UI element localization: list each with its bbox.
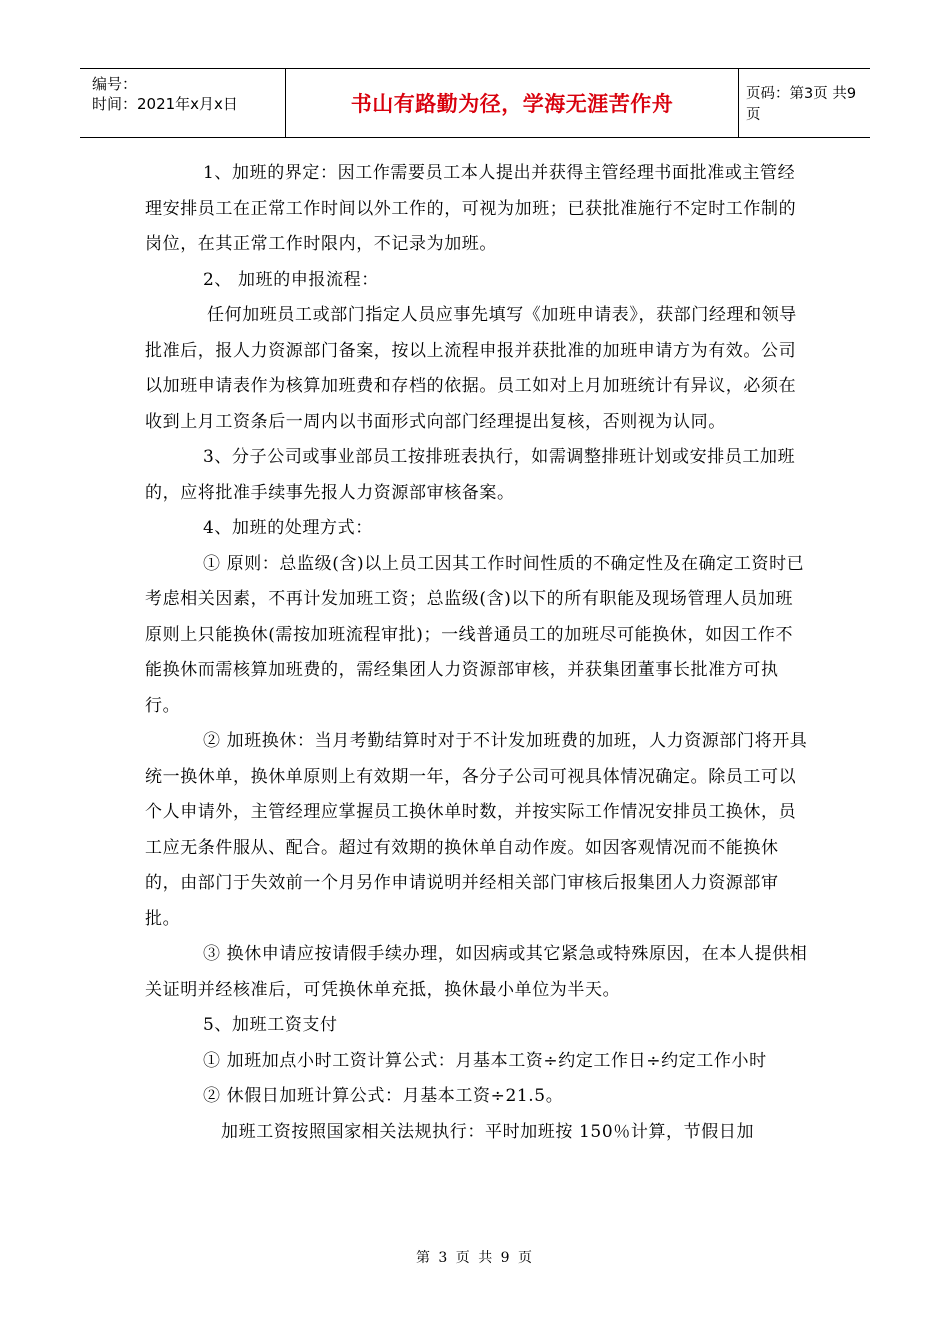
paragraph-principle: ① 原则：总监级(含)以上员工因其工作时间性质的不确定性及在确定工资时已考虑相关因素，不再计发加班工资；总监级(含)以下的所有职能及现场管理人员加班原则上只能换休(需按加班流程审批)；一线普通员工的加班尽可能换休，如因工作不能换休而需核算加班费的，需经集团人力资源部审核，并获集团董事长批准方可执行。 [145, 553, 805, 716]
paragraph-pay-rates: 加班工资按照国家相关法规执行：平时加班按 150％计算，节假日加 [221, 1121, 755, 1142]
header-page-label: 页码：第3页 共9页 [746, 86, 857, 123]
paragraph-pay-heading: 5、加班工资支付 [203, 1015, 338, 1035]
document-header [80, 68, 870, 138]
date-label: 时间：2021年x月x日 [92, 95, 238, 113]
document-body [145, 156, 810, 1150]
paragraph-leave-application: ③ 换休申请应按请假手续办理，如因病或其它紧急或特殊原因，在本人提供相关证明并经核准后，可凭换休单充抵，换休最小单位为半天。 [145, 944, 808, 1000]
paragraph-holiday-formula: ② 休假日加班计算公式：月基本工资÷21.5。 [203, 1086, 564, 1106]
paragraph-reporting-process-heading: 2、 加班的申报流程： [203, 269, 379, 290]
paragraph-overtime-definition: 1、加班的界定：因工作需要员工本人提出并获得主管经理书面批准或主管经理安排员工在正常工作时间以外工作的，可视为加班；已获批准施行不定时工作制的岗位，在其正常工作时限内，不记录为加班。 [145, 163, 797, 254]
paragraph-hourly-formula: ① 加班加点小时工资计算公式：月基本工资÷约定工作日÷约定工作小时 [203, 1050, 767, 1071]
paragraph-compensatory-leave: ② 加班换休：当月考勤结算时对于不计发加班费的加班，人力资源部门将开具统一换休单，换休单原则上有效期一年，各分子公司可视具体情况确定。除员工可以个人申请外，主管经理应掌握员工换休单时数，并按实际工作情况安排员工换休，员工应无条件服从、配合。超过有效期的换休单自动作废。如因客观情况而不能换休的，由部门于失效前一个月另作申请说明并经相关部门审核后报集团人力资源部审批。 [145, 731, 808, 929]
paragraph-subsidiary-scheduling: 3、分子公司或事业部员工按排班表执行，如需调整排班计划或安排员工加班的，应将批准手续事先报人力资源部审核备案。 [145, 447, 796, 503]
header-page-cell [738, 69, 870, 137]
header-meta [80, 69, 285, 137]
header-motto: 书山有路勤为径，学海无涯苦作舟 [350, 92, 674, 116]
paragraph-reporting-process: 任何加班员工或部门指定人员应事先填写《加班申请表》，获部门经理和领导批准后，报人力资源部门备案，按以上流程申报并获批准的加班申请方为有效。公司以加班申请表作为核算加班费和存档的依据。员工如对上月加班统计有异议，必须在收到上月工资条后一周内以书面形式向部门经理提出复核，否则视为认同。 [145, 305, 797, 432]
paragraph-handling-heading: 4、加班的处理方式： [203, 518, 373, 538]
header-motto-cell [285, 69, 739, 137]
page-footer: 第 3 页 共 9 页 [415, 1250, 535, 1266]
serial-number-label: 编号： [92, 75, 138, 93]
